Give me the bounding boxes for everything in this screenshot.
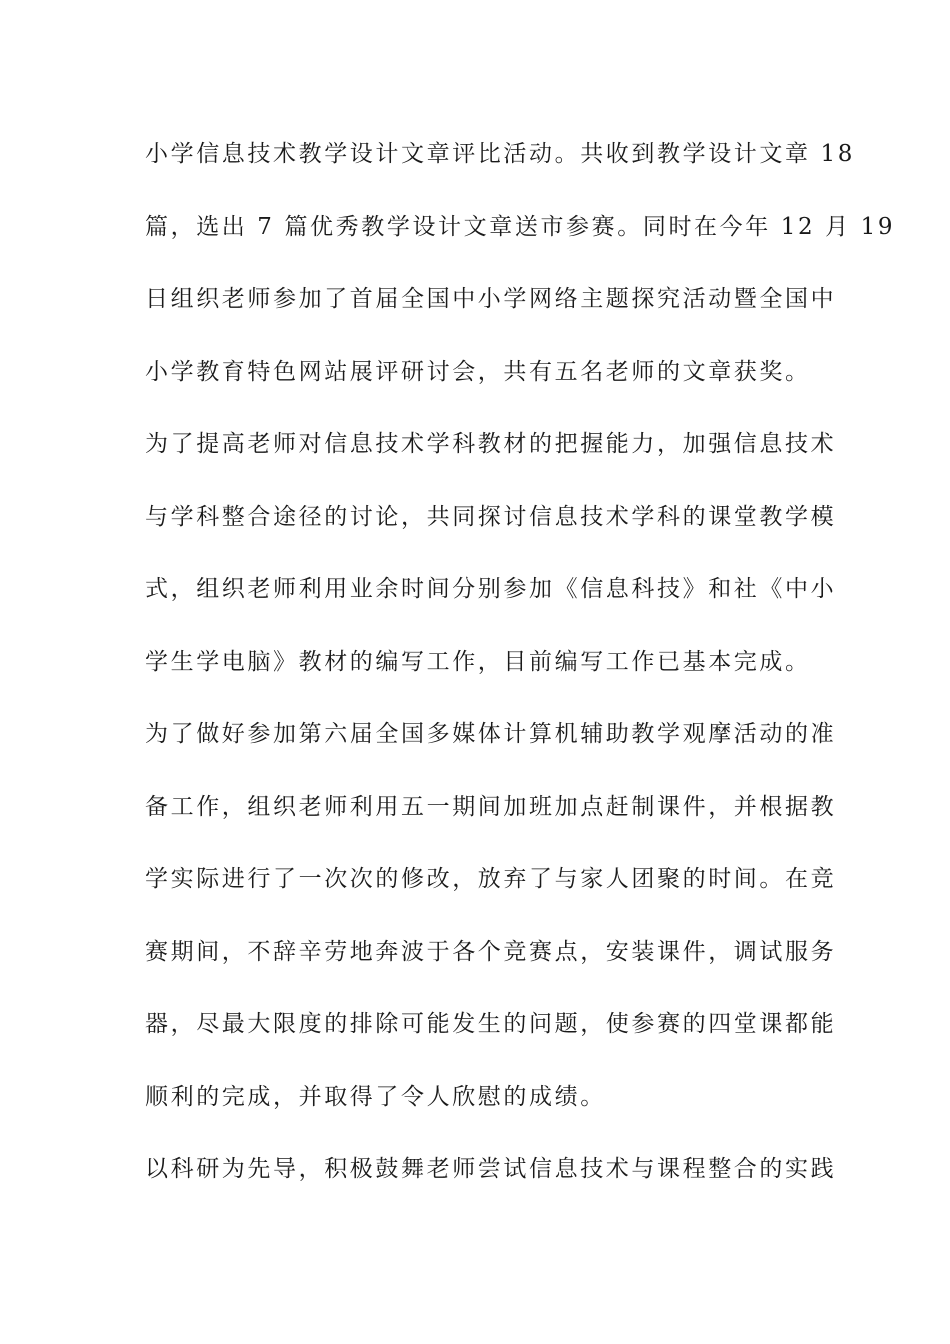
text-line: 以科研为先导，积极鼓舞老师尝试信息技术与课程整合的实践 [145, 1156, 837, 1182]
text-line: 小学信息技术教学设计文章评比活动。共收到教学设计文章 18 [145, 141, 855, 167]
document-body [145, 128, 896, 1216]
text-line: 学生学电脑》教材的编写工作，目前编写工作已基本完成。 [145, 648, 811, 675]
text-line: 式，组织老师利用业余时间分别参加《信息科技》和社《中小 [145, 576, 837, 602]
text-line: 小学教育特色网站展评研讨会，共有五名老师的文章获奖。 [145, 358, 811, 385]
text-line: 与学科整合途径的讨论，共同探讨信息技术学科的课堂教学模 [145, 503, 837, 530]
text-line: 日组织老师参加了首届全国中小学网络主题探究活动暨全国中 [145, 286, 837, 312]
text-line: 器，尽最大限度的排除可能发生的问题，使参赛的四堂课都能 [145, 1011, 837, 1037]
text-line: 备工作，组织老师利用五一期间加班加点赶制课件，并根据教 [145, 793, 837, 820]
text-line: 为了提高老师对信息技术学科教材的把握能力，加强信息技术 [145, 431, 837, 457]
text-line: 赛期间，不辞辛劳地奔波于各个竞赛点，安装课件，调试服务 [145, 938, 837, 965]
text-line: 篇，选出 7 篇优秀教学设计文章送市参赛。同时在今年 12 月 19 [145, 213, 896, 240]
text-line: 学实际进行了一次次的修改，放弃了与家人团聚的时间。在竞 [145, 866, 837, 892]
text-line: 为了做好参加第六届全国多媒体计算机辅助教学观摩活动的准 [145, 721, 837, 747]
text-line: 顺利的完成，并取得了令人欣慰的成绩。 [145, 1083, 606, 1110]
